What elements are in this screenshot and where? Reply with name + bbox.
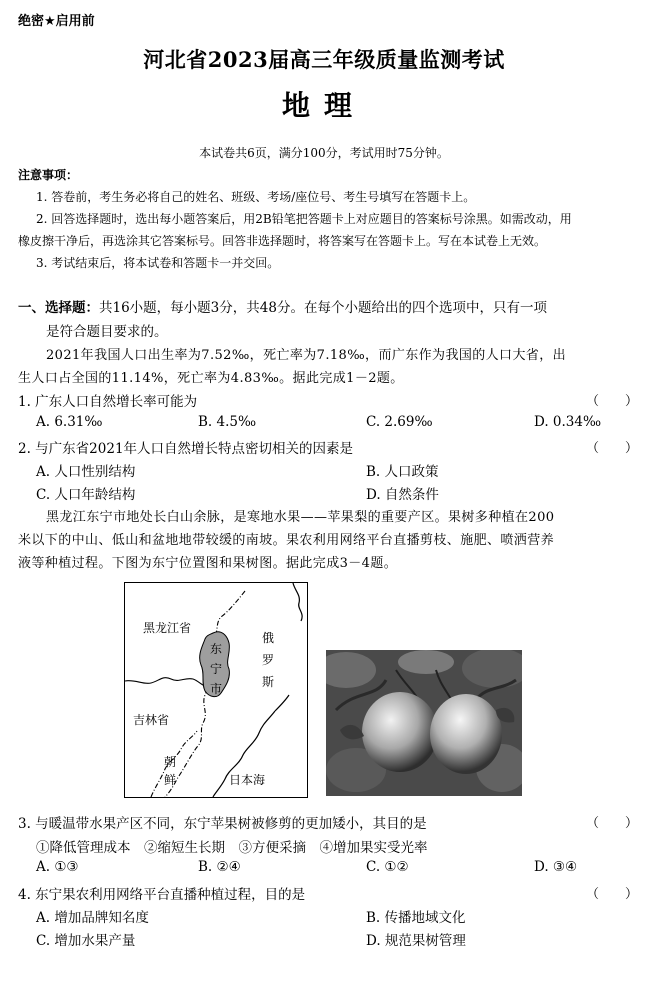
- passage1-line1: 2021年我国人口出生率为7.52‰，死亡率为7.18‰，而广东作为我国的人口大省，出: [46, 348, 567, 363]
- q3-statements: ①降低管理成本 ②缩短生长期 ③方便采摘 ④增加果实受光率: [36, 840, 428, 856]
- notice-heading: 注意事项：: [18, 168, 79, 182]
- q1-option-a: A. 6.31‰: [36, 414, 103, 430]
- q2-option-a: A. 人口性别结构: [36, 464, 136, 480]
- coastline-north: [293, 583, 302, 621]
- q1-option-c: C. 2.69‰: [366, 414, 433, 430]
- map-label-jilin: 吉林省: [133, 713, 170, 727]
- q3-stem: 3. 与暖温带水果产区不同，东宁苹果树被修剪的更加矮小，其目的是: [18, 816, 427, 832]
- exam-info: 本试卷共6页，满分100分，考试用时75分钟。: [199, 146, 449, 160]
- q3-option-d: D. ③④: [534, 859, 578, 875]
- coastline-sea-of-japan-2: [275, 695, 289, 711]
- dongning-char-2: 宁: [209, 662, 222, 676]
- q4-option-a: A. 增加品牌知名度: [36, 910, 149, 926]
- russia-char-3: 斯: [261, 675, 274, 689]
- q4-option-b: B. 传播地域文化: [366, 910, 466, 926]
- section-desc: 共16小题，每小题3分，共48分。在每个小题给出的四个选项中，只有一项: [99, 300, 547, 316]
- q2-stem: 2. 与广东省2021年人口自然增长特点密切相关的因素是: [18, 441, 354, 457]
- dongning-char-3: 市: [209, 682, 222, 696]
- q1-option-d: D. 0.34‰: [534, 414, 602, 430]
- fruit-tree-photo: [326, 650, 522, 796]
- fruit-photo-drawing: [326, 650, 522, 796]
- q1-option-b: B. 4.5‰: [198, 414, 257, 430]
- korea-char-1: 朝: [163, 755, 176, 769]
- page-title: 河北省2023届高三年级质量监测考试: [143, 47, 505, 72]
- notice-item-2b: 橡皮擦干净后，再选涂其它答案标号。回答非选择题时，将答案写在答题卡上。写在本试卷上无效。: [18, 234, 547, 248]
- q3-answer-paren: （ ）: [586, 816, 639, 831]
- section-label: 一、选择题：: [18, 300, 99, 316]
- russia-char-2: 罗: [261, 653, 274, 667]
- q4-option-c: C. 增加水果产量: [36, 933, 136, 949]
- map-label-korea: [163, 753, 177, 789]
- fruit-right: [430, 694, 502, 774]
- q1-stem: 1. 广东人口自然增长率可能为: [18, 394, 198, 410]
- map-label-sea-of-japan: 日本海: [229, 773, 266, 787]
- russia-char-1: 俄: [261, 631, 274, 645]
- border-heilongjiang-jilin: [125, 678, 209, 687]
- map-label-heilongjiang: 黑龙江省: [143, 621, 192, 635]
- subject-title: 地理: [281, 89, 366, 122]
- q3-option-b: B. ②④: [198, 859, 241, 875]
- q4-stem: 4. 东宁果农利用网络平台直播种植过程，目的是: [18, 887, 306, 903]
- passage2-line2: 米以下的中山、低山和盆地地带较缓的南坡。果农利用网络平台直播剪枝、施肥、喷洒营养: [18, 533, 555, 548]
- q2-option-b: B. 人口政策: [366, 464, 439, 480]
- fruit-left: [362, 692, 438, 772]
- section-heading: [18, 296, 547, 316]
- q1-answer-paren: （ ）: [586, 394, 639, 409]
- q2-answer-paren: （ ）: [586, 441, 639, 456]
- notice-item-3: 3. 考试结束后，将本试卷和答题卡一并交回。: [36, 256, 280, 270]
- secret-label: 绝密★启用前: [18, 14, 95, 29]
- notice-item-1: 1. 答卷前，考生务必将自己的姓名、班级、考场/座位号、考生号填写在答题卡上。: [36, 190, 476, 204]
- passage2-line3: 液等种植过程。下图为东宁位置图和果树图。据此完成3－4题。: [18, 556, 398, 571]
- dongning-char-1: 东: [209, 642, 222, 656]
- section-desc-2: 是符合题目要求的。: [46, 324, 168, 340]
- q3-option-c: C. ①②: [366, 859, 409, 875]
- notice-item-2a: 2. 回答选择题时，选出每小题答案后，用2B铅笔把答题卡上对应题目的答案标号涂黑。如需改动，用: [36, 212, 572, 226]
- korea-char-2: 鲜: [163, 773, 176, 787]
- q4-answer-paren: （ ）: [586, 887, 639, 902]
- passage2-line1: 黑龙江东宁市地处长白山余脉，是寒地水果——苹果梨的重要产区。果树多种植在200: [46, 510, 555, 525]
- dongning-location-map: [124, 582, 308, 798]
- map-label-russia: [261, 627, 275, 693]
- q2-option-c: C. 人口年龄结构: [36, 487, 136, 503]
- q3-option-a: A. ①③: [36, 859, 79, 875]
- q4-option-d: D. 规范果树管理: [366, 933, 466, 949]
- passage1-line2: 生人口占全国的11.14%，死亡率为4.83‰。据此完成1－2题。: [18, 371, 404, 386]
- map-label-dongning: [209, 639, 223, 699]
- q2-option-d: D. 自然条件: [366, 487, 439, 503]
